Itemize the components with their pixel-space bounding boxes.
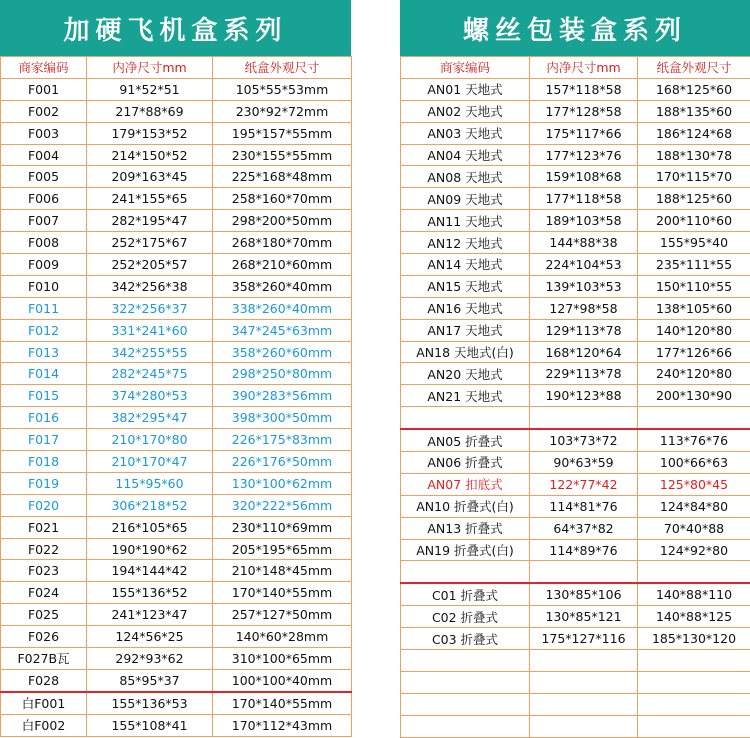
table-row (401, 452, 750, 474)
table-row (1, 363, 352, 385)
table-row (401, 297, 750, 319)
table-row (1, 604, 352, 626)
column-header: 内净尺寸mm (87, 57, 213, 79)
table-row (401, 254, 750, 276)
item-code-cell: F017 (1, 429, 87, 451)
item-code-cell: AN01 天地式 (401, 78, 530, 100)
item-code-cell: F019 (1, 472, 87, 494)
screw-box-panel (400, 0, 750, 738)
item-code-cell: AN07 扣底式 (401, 473, 530, 495)
table-row (401, 407, 750, 429)
item-code-cell: AN04 天地式 (401, 144, 530, 166)
size-table (0, 56, 352, 737)
size-table (400, 56, 750, 738)
inner-size-cell: 114*89*76 (530, 539, 638, 561)
item-code-cell: F022 (1, 538, 87, 560)
item-code-cell: 白F001 (1, 692, 87, 714)
outer-size-cell: 205*195*65mm (213, 538, 352, 560)
outer-size-cell: 268*210*60mm (213, 254, 352, 276)
inner-size-cell: 241*155*65 (87, 188, 213, 210)
table-row (1, 166, 352, 188)
item-code-cell: AN10 折叠式(白) (401, 495, 530, 517)
outer-size-cell: 140*88*110 (638, 583, 750, 605)
table-row (1, 385, 352, 407)
inner-size-cell: 189*103*58 (530, 210, 638, 232)
table-row (401, 363, 750, 385)
table-row (1, 297, 352, 319)
outer-size-cell: 226*175*83mm (213, 429, 352, 451)
outer-size-cell: 268*180*70mm (213, 232, 352, 254)
table-row (401, 539, 750, 561)
outer-size-cell: 358*260*60mm (213, 341, 352, 363)
column-header: 商家编码 (1, 57, 87, 79)
table-row (1, 669, 352, 691)
outer-size-cell: 210*148*45mm (213, 560, 352, 582)
outer-size-cell: 338*260*40mm (213, 297, 352, 319)
inner-size-cell: 157*118*58 (530, 78, 638, 100)
item-code-cell: AN05 折叠式 (401, 429, 530, 451)
outer-size-cell: 124*92*80 (638, 539, 750, 561)
outer-size-cell: 320*222*56mm (213, 494, 352, 516)
item-code-cell: F028 (1, 669, 87, 691)
inner-size-cell: 155*136*52 (87, 582, 213, 604)
item-code-cell: AN16 天地式 (401, 297, 530, 319)
inner-size-cell: 214*150*52 (87, 144, 213, 166)
inner-size-cell: 90*63*59 (530, 452, 638, 474)
outer-size-cell: 170*115*70 (638, 166, 750, 188)
inner-size-cell: 159*108*68 (530, 166, 638, 188)
inner-size-cell: 210*170*47 (87, 451, 213, 473)
outer-size-cell: 347*245*63mm (213, 319, 352, 341)
outer-size-cell: 70*40*88 (638, 517, 750, 539)
outer-size-cell: 125*80*45 (638, 473, 750, 495)
inner-size-cell: 115*95*60 (87, 472, 213, 494)
outer-size-cell: 124*84*80 (638, 495, 750, 517)
inner-size-cell (530, 715, 638, 737)
inner-size-cell: 175*127*116 (530, 628, 638, 650)
table-row (1, 210, 352, 232)
inner-size-cell: 190*190*62 (87, 538, 213, 560)
table-row (1, 319, 352, 341)
item-code-cell: AN11 天地式 (401, 210, 530, 232)
item-code-cell: AN21 天地式 (401, 385, 530, 407)
inner-size-cell (530, 561, 638, 583)
item-code-cell: F004 (1, 144, 87, 166)
item-code-cell: F020 (1, 494, 87, 516)
table-row (1, 582, 352, 604)
item-code-cell: F011 (1, 297, 87, 319)
outer-size-cell: 186*124*68 (638, 122, 750, 144)
outer-size-cell: 230*92*72mm (213, 100, 352, 122)
item-code-cell: C03 折叠式 (401, 628, 530, 650)
item-code-cell: AN15 天地式 (401, 275, 530, 297)
item-code-cell: F008 (1, 232, 87, 254)
inner-size-cell: 342*256*38 (87, 275, 213, 297)
outer-size-cell: 188*135*60 (638, 100, 750, 122)
table-row (401, 122, 750, 144)
item-code-cell: AN08 天地式 (401, 166, 530, 188)
inner-size-cell: 129*113*78 (530, 319, 638, 341)
item-code-cell (401, 650, 530, 672)
item-code-cell: AN20 天地式 (401, 363, 530, 385)
table-row (1, 407, 352, 429)
table-row (1, 692, 352, 714)
item-code-cell: F026 (1, 626, 87, 648)
outer-size-cell: 188*125*60 (638, 188, 750, 210)
table-row (401, 210, 750, 232)
inner-size-cell: 155*108*41 (87, 714, 213, 736)
outer-size-cell: 398*300*50mm (213, 407, 352, 429)
item-code-cell: F009 (1, 254, 87, 276)
inner-size-cell: 342*255*55 (87, 341, 213, 363)
inner-size-cell: 130*85*121 (530, 606, 638, 628)
table-row (1, 429, 352, 451)
inner-size-cell: 103*73*72 (530, 429, 638, 451)
inner-size-cell: 190*123*88 (530, 385, 638, 407)
outer-size-cell: 100*100*40mm (213, 669, 352, 691)
table-row (401, 232, 750, 254)
inner-size-cell: 144*88*38 (530, 232, 638, 254)
item-code-cell (401, 693, 530, 715)
table-row (1, 144, 352, 166)
item-code-cell: AN03 天地式 (401, 122, 530, 144)
inner-size-cell: 64*37*82 (530, 517, 638, 539)
table-row (401, 561, 750, 583)
table-row (401, 385, 750, 407)
table-row (1, 275, 352, 297)
inner-size-cell (530, 671, 638, 693)
column-header: 商家编码 (401, 57, 530, 79)
outer-size-cell: 200*110*60 (638, 210, 750, 232)
outer-size-cell: 235*111*55 (638, 254, 750, 276)
outer-size-cell: 225*168*48mm (213, 166, 352, 188)
column-header: 内净尺寸mm (530, 57, 638, 79)
table-row (1, 100, 352, 122)
inner-size-cell: 114*81*76 (530, 495, 638, 517)
item-code-cell (401, 715, 530, 737)
inner-size-cell: 331*241*60 (87, 319, 213, 341)
item-code-cell: F025 (1, 604, 87, 626)
inner-size-cell (530, 650, 638, 672)
table-row (401, 650, 750, 672)
outer-size-cell: 195*157*55mm (213, 122, 352, 144)
table-row (401, 473, 750, 495)
item-code-cell: F006 (1, 188, 87, 210)
inner-size-cell: 282*195*47 (87, 210, 213, 232)
inner-size-cell: 282*245*75 (87, 363, 213, 385)
item-code-cell: F014 (1, 363, 87, 385)
table-row (401, 671, 750, 693)
table-row (1, 232, 352, 254)
table-row (1, 494, 352, 516)
outer-size-cell: 226*176*50mm (213, 451, 352, 473)
item-code-cell: AN09 天地式 (401, 188, 530, 210)
item-code-cell: F015 (1, 385, 87, 407)
table-row (1, 538, 352, 560)
outer-size-cell: 113*76*76 (638, 429, 750, 451)
inner-size-cell: 179*153*52 (87, 122, 213, 144)
outer-size-cell: 200*130*90 (638, 385, 750, 407)
inner-size-cell: 229*113*78 (530, 363, 638, 385)
inner-size-cell: 210*170*80 (87, 429, 213, 451)
outer-size-cell: 258*160*70mm (213, 188, 352, 210)
outer-size-cell: 105*55*53mm (213, 78, 352, 100)
inner-size-cell: 130*85*106 (530, 583, 638, 605)
outer-size-cell: 298*250*80mm (213, 363, 352, 385)
item-code-cell: F007 (1, 210, 87, 232)
item-code-cell: AN06 折叠式 (401, 452, 530, 474)
table-row (401, 583, 750, 605)
inner-size-cell: 155*136*53 (87, 692, 213, 714)
table-row (401, 715, 750, 737)
column-header: 纸盒外观尺寸 (213, 57, 352, 79)
outer-size-cell: 140*88*125 (638, 606, 750, 628)
table-row (1, 254, 352, 276)
inner-size-cell: 241*123*47 (87, 604, 213, 626)
item-code-cell: AN18 天地式(白) (401, 341, 530, 363)
outer-size-cell: 240*120*80 (638, 363, 750, 385)
item-code-cell: F001 (1, 78, 87, 100)
item-code-cell: C02 折叠式 (401, 606, 530, 628)
table-row (401, 188, 750, 210)
inner-size-cell: 122*77*42 (530, 473, 638, 495)
table-row (401, 628, 750, 650)
item-code-cell: AN14 天地式 (401, 254, 530, 276)
table-row (1, 626, 352, 648)
outer-size-cell: 170*112*43mm (213, 714, 352, 736)
item-code-cell: F002 (1, 100, 87, 122)
table-row (1, 516, 352, 538)
outer-size-cell: 168*125*60 (638, 78, 750, 100)
outer-size-cell: 170*140*55mm (213, 582, 352, 604)
panel-title: 螺丝包装盒系列 (400, 0, 750, 56)
outer-size-cell: 138*105*60 (638, 297, 750, 319)
table-row (1, 714, 352, 736)
inner-size-cell: 209*163*45 (87, 166, 213, 188)
outer-size-cell: 100*66*63 (638, 452, 750, 474)
table-row (401, 606, 750, 628)
outer-size-cell: 188*130*78 (638, 144, 750, 166)
item-code-cell: AN02 天地式 (401, 100, 530, 122)
item-code-cell (401, 561, 530, 583)
table-row (1, 560, 352, 582)
outer-size-cell: 230*155*55mm (213, 144, 352, 166)
outer-size-cell: 155*95*40 (638, 232, 750, 254)
table-row (1, 472, 352, 494)
outer-size-cell: 298*200*50mm (213, 210, 352, 232)
inner-size-cell: 85*95*37 (87, 669, 213, 691)
inner-size-cell: 168*120*64 (530, 341, 638, 363)
outer-size-cell: 358*260*40mm (213, 275, 352, 297)
inner-size-cell: 292*93*62 (87, 648, 213, 670)
table-row (401, 319, 750, 341)
outer-size-cell (638, 561, 750, 583)
inner-size-cell: 175*117*66 (530, 122, 638, 144)
outer-size-cell (638, 693, 750, 715)
item-code-cell: F024 (1, 582, 87, 604)
item-code-cell: C01 折叠式 (401, 583, 530, 605)
item-code-cell: F027B瓦 (1, 648, 87, 670)
outer-size-cell (638, 715, 750, 737)
outer-size-cell: 257*127*50mm (213, 604, 352, 626)
item-code-cell: AN13 折叠式 (401, 517, 530, 539)
item-code-cell: AN19 折叠式(白) (401, 539, 530, 561)
inner-size-cell: 306*218*52 (87, 494, 213, 516)
item-code-cell: F021 (1, 516, 87, 538)
table-row (401, 78, 750, 100)
inner-size-cell: 217*88*69 (87, 100, 213, 122)
outer-size-cell: 230*110*69mm (213, 516, 352, 538)
table-row (1, 648, 352, 670)
table-row (401, 144, 750, 166)
inner-size-cell: 124*56*25 (87, 626, 213, 648)
item-code-cell: F023 (1, 560, 87, 582)
item-code-cell: 白F002 (1, 714, 87, 736)
table-header-row (1, 57, 352, 79)
inner-size-cell (530, 407, 638, 429)
inner-size-cell: 216*105*65 (87, 516, 213, 538)
table-row (1, 122, 352, 144)
panel-title: 加硬飞机盒系列 (0, 0, 351, 56)
column-header: 纸盒外观尺寸 (638, 57, 750, 79)
outer-size-cell: 130*100*62mm (213, 472, 352, 494)
inner-size-cell: 91*52*51 (87, 78, 213, 100)
table-row (401, 166, 750, 188)
inner-size-cell: 194*144*42 (87, 560, 213, 582)
airplane-box-panel (0, 0, 351, 737)
outer-size-cell: 310*100*65mm (213, 648, 352, 670)
inner-size-cell (530, 693, 638, 715)
outer-size-cell: 140*60*28mm (213, 626, 352, 648)
inner-size-cell: 127*98*58 (530, 297, 638, 319)
inner-size-cell: 177*128*58 (530, 100, 638, 122)
table-row (401, 275, 750, 297)
table-row (401, 429, 750, 451)
table-row (1, 341, 352, 363)
outer-size-cell: 170*140*55mm (213, 692, 352, 714)
item-code-cell (401, 671, 530, 693)
table-row (1, 188, 352, 210)
outer-size-cell: 390*283*56mm (213, 385, 352, 407)
table-row (401, 100, 750, 122)
table-row (1, 78, 352, 100)
outer-size-cell: 150*110*55 (638, 275, 750, 297)
table-row (401, 341, 750, 363)
inner-size-cell: 139*103*53 (530, 275, 638, 297)
inner-size-cell: 177*118*58 (530, 188, 638, 210)
table-header-row (401, 57, 750, 79)
item-code-cell: AN12 天地式 (401, 232, 530, 254)
outer-size-cell: 177*126*66 (638, 341, 750, 363)
table-row (1, 451, 352, 473)
inner-size-cell: 177*123*76 (530, 144, 638, 166)
item-code-cell: F013 (1, 341, 87, 363)
outer-size-cell (638, 407, 750, 429)
table-row (401, 693, 750, 715)
inner-size-cell: 224*104*53 (530, 254, 638, 276)
outer-size-cell: 140*120*80 (638, 319, 750, 341)
outer-size-cell (638, 671, 750, 693)
item-code-cell: F010 (1, 275, 87, 297)
outer-size-cell: 185*130*120 (638, 628, 750, 650)
item-code-cell (401, 407, 530, 429)
item-code-cell: F003 (1, 122, 87, 144)
inner-size-cell: 252*205*57 (87, 254, 213, 276)
table-row (401, 495, 750, 517)
item-code-cell: AN17 天地式 (401, 319, 530, 341)
outer-size-cell (638, 650, 750, 672)
inner-size-cell: 252*175*67 (87, 232, 213, 254)
item-code-cell: F018 (1, 451, 87, 473)
table-row (401, 517, 750, 539)
inner-size-cell: 374*280*53 (87, 385, 213, 407)
inner-size-cell: 382*295*47 (87, 407, 213, 429)
item-code-cell: F012 (1, 319, 87, 341)
item-code-cell: F016 (1, 407, 87, 429)
inner-size-cell: 322*256*37 (87, 297, 213, 319)
item-code-cell: F005 (1, 166, 87, 188)
